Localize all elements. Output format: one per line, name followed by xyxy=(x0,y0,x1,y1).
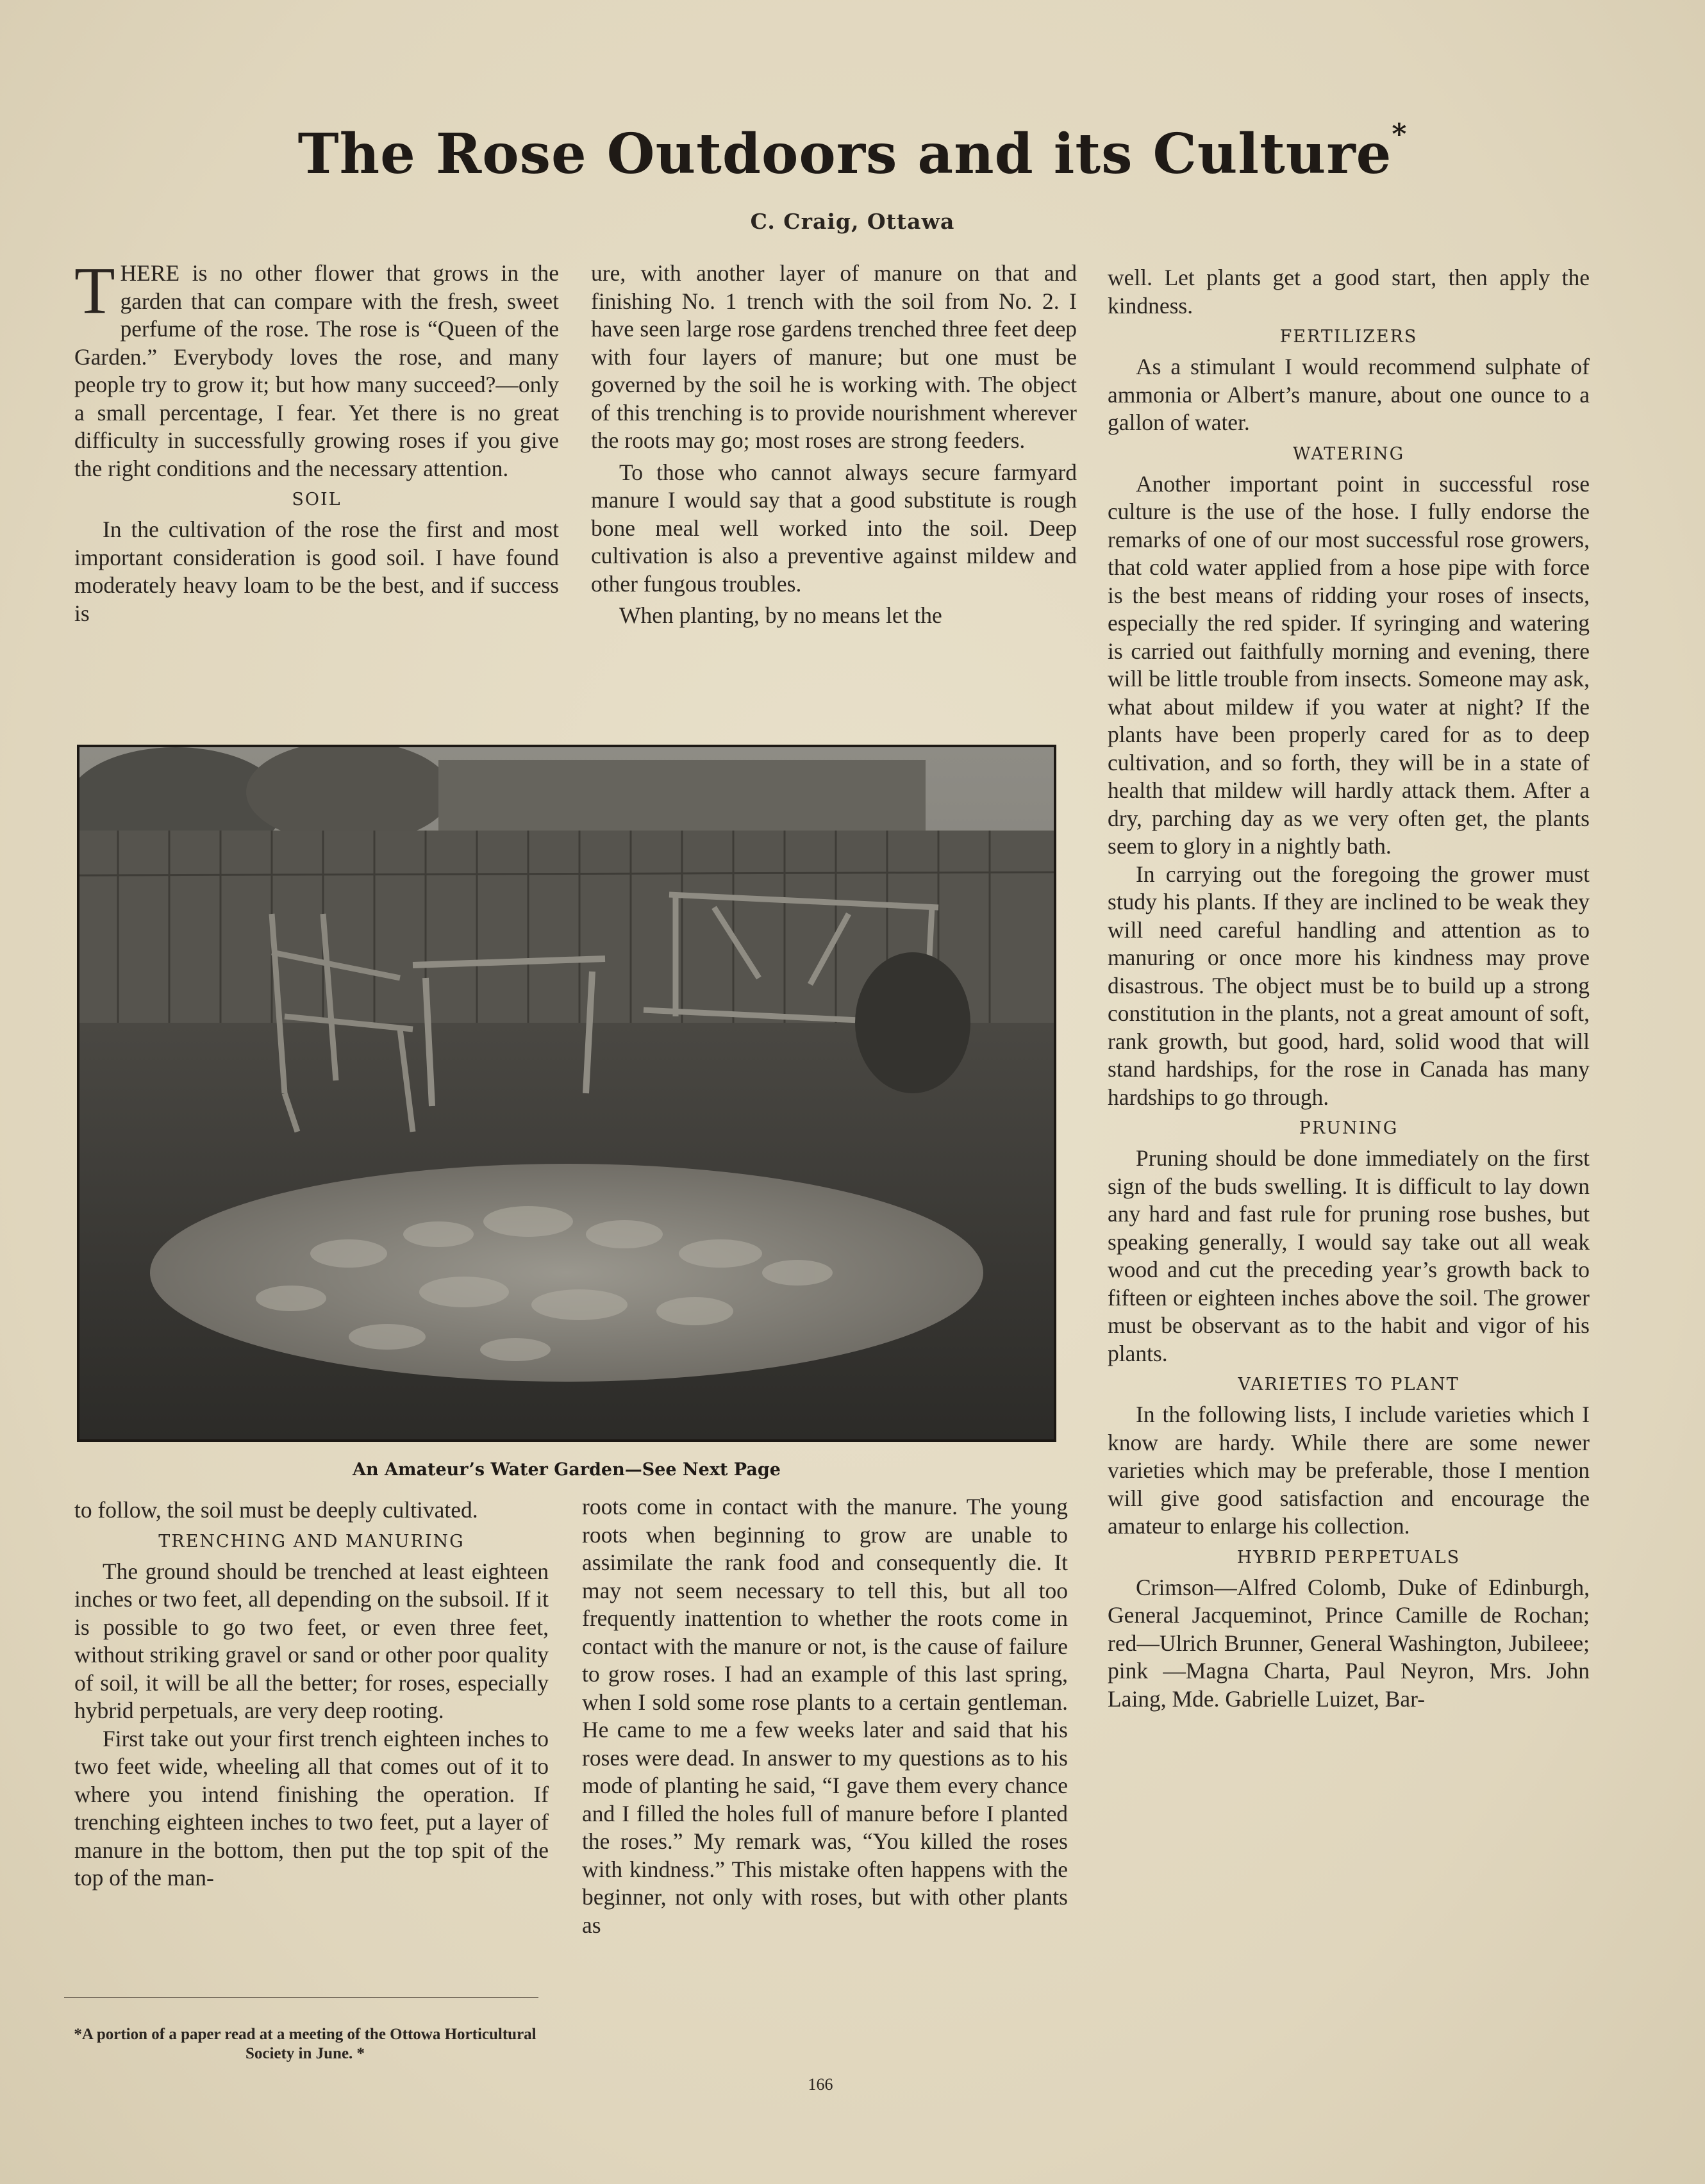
photo-illustration xyxy=(79,747,1054,1439)
lily-pond xyxy=(150,1164,983,1382)
heading-hybrid-perpetuals: HYBRID PERPETUALS xyxy=(1236,1547,1461,1568)
varieties-paragraph: In the following lists, I include varieties which I know are hardy. While there are some newer varieties which may be preferable, those I mention will give good satisfaction and encourage the amateur to enlarge his collection. xyxy=(1108,1402,1590,1539)
trenching-paragraph: The ground should be trenched at least eighteen inches or two feet, all depending on the subsoil. If it is possible to go two feet, or even three feet, without striking gravel or sand or other poor quality of soil, it will be all the better; for roses, especially hybrid perpetuals, are very deep rooting. xyxy=(74,1558,549,1723)
trenching-paragraph-2: First take out your first trench eighteen inches to two feet wide, wheeling all that comes out of it to where you intend finishing the operation. If trenching eighteen inches to two feet, put a layer of manure in the bottom, then put the top spit of the top of the man- xyxy=(74,1725,549,1890)
water-garden-photo xyxy=(77,745,1056,1442)
paragraph: When planting, by no means let the xyxy=(619,602,942,628)
intro-paragraph: THERE is no other flower that grows in the garden that can compare with the fresh, sweet perfume of the rose. The rose is “Queen of the Garden.” Everybody loves the rose, and many people try to grow it; but how many succeed?—only a small percentage, I fear. Yet there is no great difficulty in successfully growing roses if you give the right conditions and the necessary attention. xyxy=(74,254,559,481)
fertilizers-paragraph: As a stimulant I would recommend sulphate of ammonia or Albert’s manure, about one ounce to a gallon of water. xyxy=(1108,354,1590,435)
heading-varieties: VARIETIES TO PLANT xyxy=(1238,1375,1460,1394)
watering-paragraph-2: In carrying out the foregoing the grower must study his plants. If they are inclined to be weak they will need careful handling and attention as to manuring or once more his kindness may prove disastrous. The object must be to build up a strong constitution in the plants, not a great amount of soft, rank growth, but good, hard, solid wood that will stand hardships, for the rose in Canada has many hardships to go through. xyxy=(1108,861,1590,1110)
heading-pruning: PRUNING xyxy=(1299,1118,1399,1138)
pruning-paragraph: Pruning should be done immediately on the first sign of the buds swelling. It is difficult to lay down any hard and fast rule for pruning rose bushes, but speaking generally, I would say take out all weak wood and cut the preceding year’s growth back to fifteen or eighteen inches above the soil. The grower must be observant as to the habit and vigor of his plants. xyxy=(1108,1145,1590,1366)
article-title: The Rose Outdoors and its Culture* xyxy=(297,118,1408,186)
byline: C. Craig, Ottawa xyxy=(750,209,955,234)
watering-paragraph: Another important point in successful rose culture is the use of the hose. I fully endorse the remarks of one of our most successful rose growers, that cold water applied from a hose pipe with force is the best means of ridding your roses of insects, especially the red spider. If syringing and watering is carried out faithfully morning and evening, there will be little trouble from insects. Someone may ask, what about mildew if you water at night? If the plants have been properly cared for as to deep cultivation, and so forth, they will be in a state of health that mildew will hardly attack them. After a dry, parching day as we very often get, the plants seem to glory in a nightly bath. xyxy=(1108,470,1590,859)
column-1 xyxy=(74,254,559,627)
paragraph: to follow, the soil must be deeply cultivated. xyxy=(74,1497,478,1523)
paragraph: roots come in contact with the manure. The young roots when beginning to grow are unable to assimilate the rank food and consequently die. It may not seem necessary to tell this, but all too frequently inattention to whether the roots come in contact with the manure or not, is the cause of failure to grow roses. I had an example of this last spring, when I sold some rose plants to a certain gentleman. He came to me a few weeks later and said that his roses were dead. In answer to my questions as to his mode of planting he said, “I gave them every chance and I filled the holes full of manure before I planted the roses.” My remark was, “You killed the roses with kindness.” This mistake often happens with the beginner, not only with roses, but with other plants as xyxy=(582,1494,1068,1938)
paragraph: To those who cannot always secure farmyard manure I would say that a good substitute is rough bone meal well worked into the soil. Deep cultivation is also a preventive against mildew and other fungous troubles. xyxy=(591,459,1077,597)
footnote-rule xyxy=(64,1997,538,1998)
page-number: 166 xyxy=(808,2075,833,2094)
heading-trenching: TRENCHING AND MANURING xyxy=(158,1531,465,1551)
heading-fertilizers: FERTILIZERS xyxy=(1279,327,1418,347)
column-5 xyxy=(582,1493,1068,1939)
footnote: *A portion of a paper read at a meeting of the Ottowa Horticultural Society in June. * xyxy=(74,2026,536,2062)
column-4 xyxy=(74,1496,549,1892)
paragraph: well. Let plants get a good start, then apply the kindness. xyxy=(1108,265,1590,318)
photo-caption: An Amateur’s Water Garden—See Next Page xyxy=(353,1460,781,1480)
column-2 xyxy=(591,260,1077,630)
paragraph: ure, with another layer of manure on that and finishing No. 1 trench with the soil from No. 2. I have seen large rose gardens trenched three feet deep with four layers of manure; but one must be governed by the soil he is working with. The object of this trenching is to provide nourishment wherever the roots may go; most roses are strong feeders. xyxy=(591,260,1077,453)
heading-watering: WATERING xyxy=(1292,443,1405,464)
hybrid-paragraph: Crimson—Alfred Colomb, Duke of Edinburgh, General Jacqueminot, Prince Camille de Rochan; red—Ulrich Brunner, General Washington, Jubileee; pink —Magna Charta, Paul Neyron, Mrs. John Laing, Mde. Gabrielle Luizet, Bar- xyxy=(1108,1574,1590,1712)
column-3 xyxy=(1108,264,1590,1713)
drop-cap: T xyxy=(74,254,115,327)
title-footnote-mark: * xyxy=(1392,118,1408,151)
soil-paragraph: In the cultivation of the rose the first and most important consideration is good soil. I have found moderately heavy loam to be the best, and if success is xyxy=(74,517,559,626)
heading-soil: SOIL xyxy=(292,490,342,509)
